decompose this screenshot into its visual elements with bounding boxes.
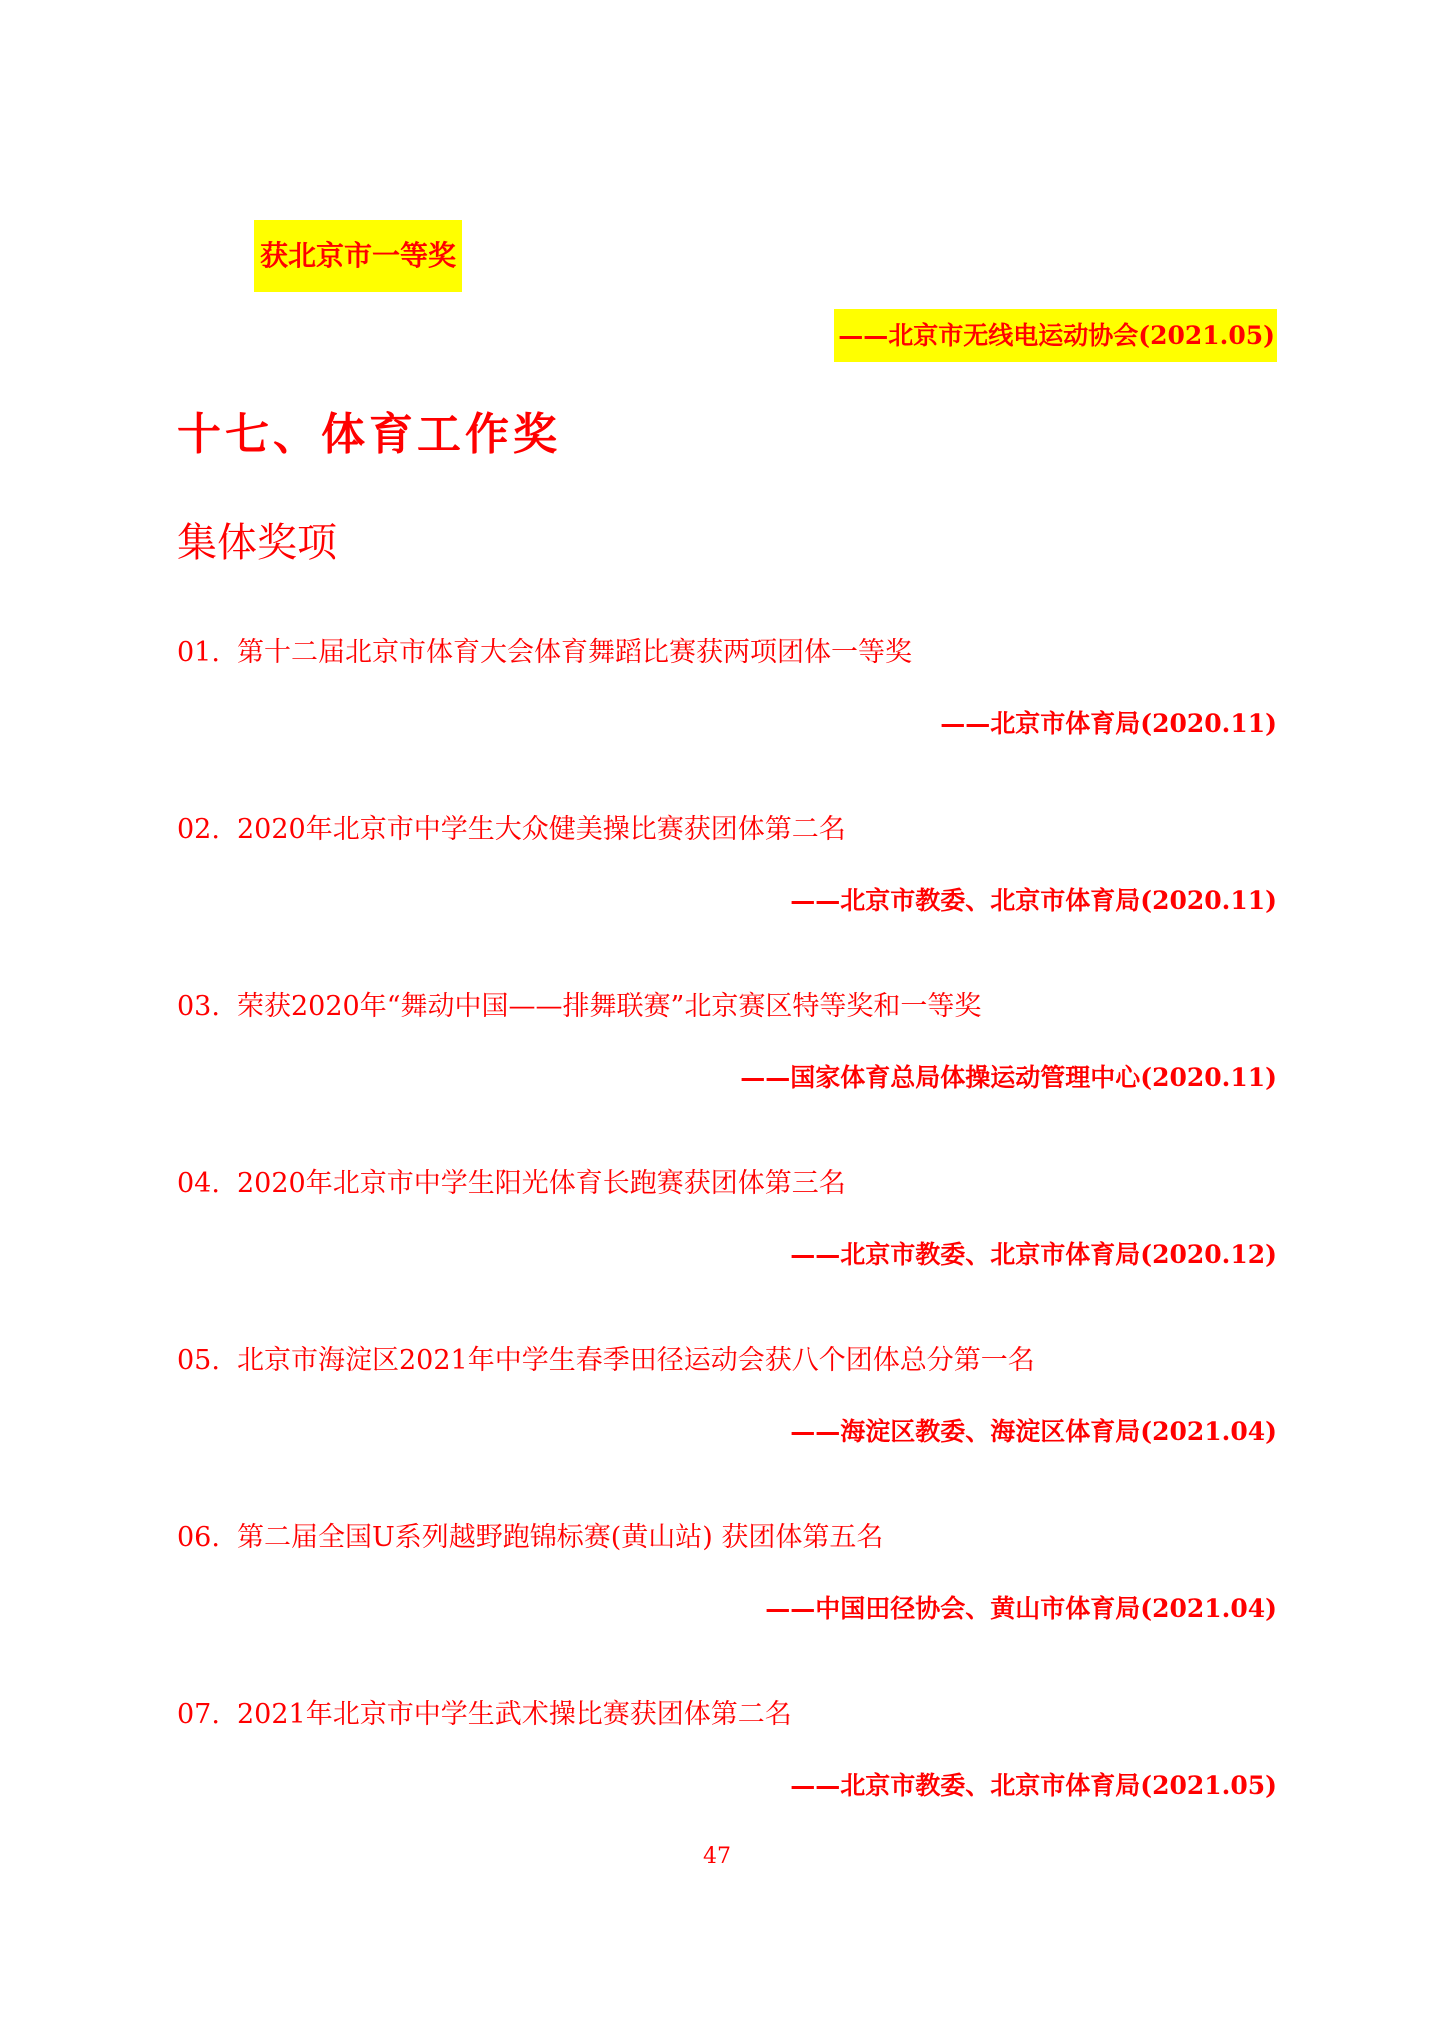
award-item-number: 05. bbox=[177, 1345, 220, 1376]
award-item-text: 第十二届北京市体育大会体育舞蹈比赛获两项团体一等奖 bbox=[237, 637, 912, 668]
award-item-03 bbox=[177, 988, 981, 1026]
award-item-text: 荣获2020年“舞动中国——排舞联赛”北京赛区特等奖和一等奖 bbox=[237, 991, 982, 1022]
section-title: 十七、体育工作奖 bbox=[177, 409, 561, 460]
award-item-number: 02. bbox=[177, 814, 220, 845]
award-item-07 bbox=[177, 1696, 792, 1734]
award-item-06 bbox=[177, 1519, 883, 1557]
page-number: 47 bbox=[703, 1844, 731, 1869]
top-award-text: 获北京市一等奖 bbox=[254, 220, 462, 292]
award-source-02: ——北京市教委、北京市体育局(2020.11) bbox=[790, 886, 1277, 915]
award-source-06: ——中国田径协会、黄山市体育局(2021.04) bbox=[765, 1594, 1277, 1623]
award-source-04: ——北京市教委、北京市体育局(2020.12) bbox=[790, 1240, 1277, 1269]
award-source-07: ——北京市教委、北京市体育局(2021.05) bbox=[790, 1771, 1277, 1800]
award-source-03: ——国家体育总局体操运动管理中心(2020.11) bbox=[740, 1063, 1277, 1092]
top-award-source: ——北京市无线电运动协会(2021.05) bbox=[834, 309, 1277, 362]
award-item-05 bbox=[177, 1342, 1035, 1380]
award-item-number: 04. bbox=[177, 1168, 220, 1199]
award-source-01: ——北京市体育局(2020.11) bbox=[940, 709, 1277, 738]
award-item-number: 03. bbox=[177, 991, 220, 1022]
award-item-text: 北京市海淀区2021年中学生春季田径运动会获八个团体总分第一名 bbox=[237, 1345, 1035, 1376]
award-item-text: 2021年北京市中学生武术操比赛获团体第二名 bbox=[237, 1699, 792, 1730]
award-item-number: 06. bbox=[177, 1522, 220, 1553]
award-item-text: 第二届全国U系列越野跑锦标赛(黄山站) 获团体第五名 bbox=[237, 1522, 884, 1553]
award-item-04 bbox=[177, 1165, 846, 1203]
award-item-text: 2020年北京市中学生大众健美操比赛获团体第二名 bbox=[237, 814, 846, 845]
award-source-05: ——海淀区教委、海淀区体育局(2021.04) bbox=[790, 1417, 1277, 1446]
award-item-01 bbox=[177, 634, 912, 672]
award-item-number: 01. bbox=[177, 637, 220, 668]
award-item-number: 07. bbox=[177, 1699, 220, 1730]
subsection-title: 集体奖项 bbox=[177, 520, 337, 566]
award-item-text: 2020年北京市中学生阳光体育长跑赛获团体第三名 bbox=[237, 1168, 846, 1199]
award-item-02 bbox=[177, 811, 846, 849]
